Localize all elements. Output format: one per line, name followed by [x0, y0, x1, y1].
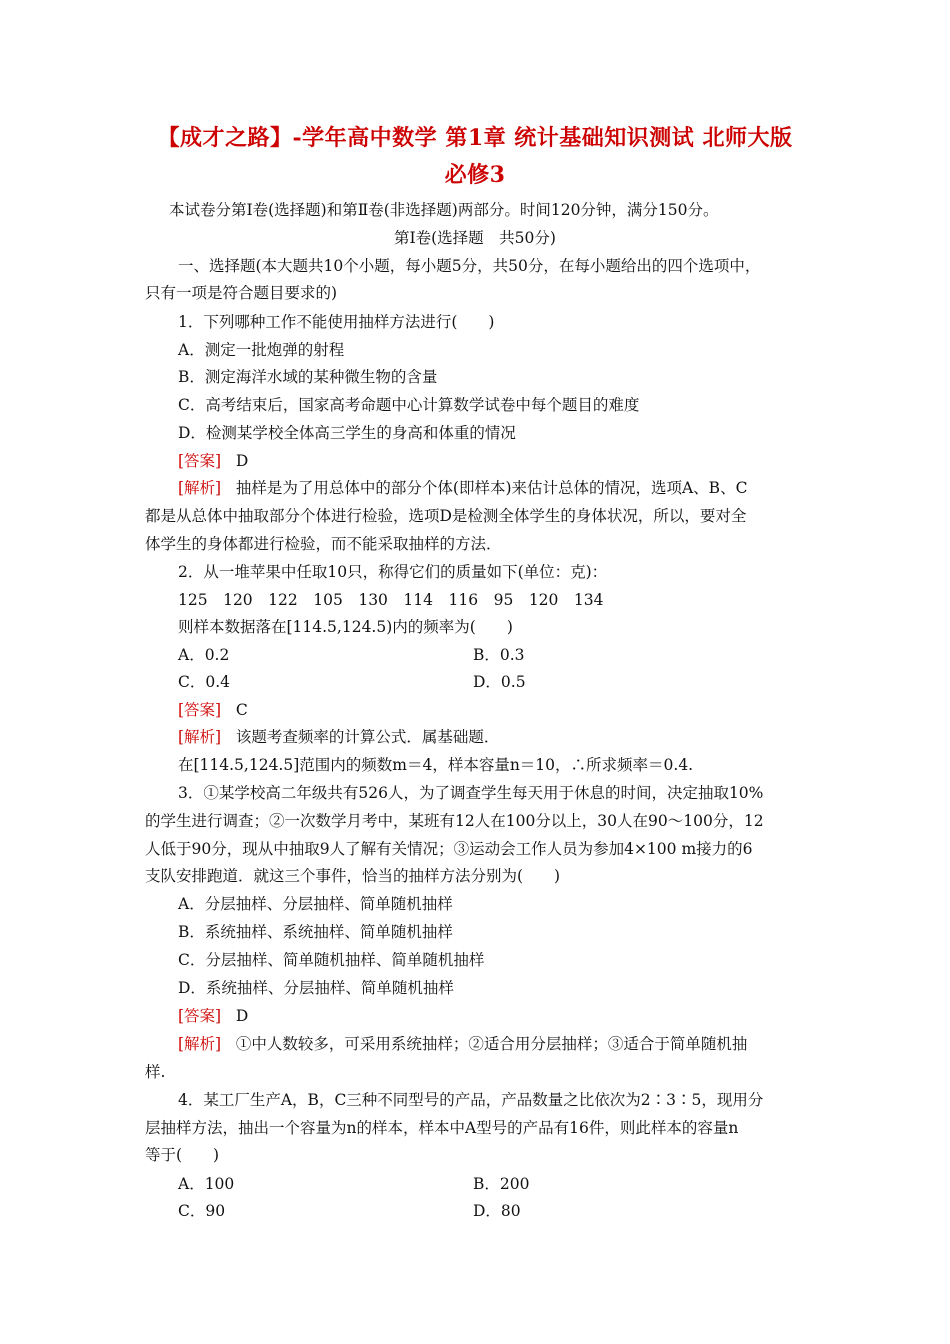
answer-value: C: [235, 701, 248, 719]
q2-answer: [178, 700, 248, 720]
q3-stem-line2: 的学生进行调查；②一次数学月考中，某班有12人在100分以上，30人在90～100分，12: [145, 812, 764, 830]
document-title-line1: 【成才之路】-学年高中数学 第1章 统计基础知识测试 北师大版: [157, 125, 793, 151]
q4-stem-line1: 4．某工厂生产A，B，C三种不同型号的产品，产品数量之比依次为2∶3∶5，现用分: [178, 1091, 764, 1109]
q2-data: 125 120 122 105 130 114 116 95 120 134: [178, 591, 604, 609]
answer-label: [答案]: [178, 1007, 222, 1025]
q3-stem-line1: 3．①某学校高二年级共有526人，为了调查学生每天用于休息的时间，决定抽取10%: [178, 784, 764, 802]
section-heading: 第Ⅰ卷(选择题 共50分): [394, 229, 556, 247]
answer-label: [答案]: [178, 452, 222, 470]
q4-stem-line3: 等于( ): [145, 1146, 220, 1164]
analysis-label: [解析]: [178, 1035, 222, 1053]
answer-value: D: [235, 1007, 249, 1025]
q3-answer: [178, 1006, 248, 1026]
q1-analysis-line2: 都是从总体中抽取部分个体进行检验，选项D是检测全体学生的身体状况，所以，要对全: [145, 507, 747, 525]
instructions-line2: 只有一项是符合题目要求的): [145, 284, 338, 302]
q4-option-c: C．90: [178, 1202, 226, 1220]
q3-option-d: D．系统抽样、分层抽样、简单随机抽样: [178, 979, 454, 997]
q1-stem: 1．下列哪种工作不能使用抽样方法进行( ): [178, 313, 495, 331]
q3-option-b: B．系统抽样、系统抽样、简单随机抽样: [178, 923, 453, 941]
q4-stem-line2: 层抽样方法，抽出一个容量为n的样本，样本中A型号的产品有16件，则此样本的容量n: [145, 1119, 739, 1137]
q2-option-c: C．0.4: [178, 673, 231, 691]
analysis-label: [解析]: [178, 479, 222, 497]
q3-stem-line3: 人低于90分，现从中抽取9人了解有关情况；③运动会工作人员为参加4×100 m接力的6: [145, 840, 753, 858]
q2-analysis-line2: 在[114.5,124.5]范围内的频数m＝4，样本容量n＝10，∴所求频率＝0.4.: [178, 756, 694, 774]
q1-option-a: A．测定一批炮弹的射程: [178, 341, 345, 359]
q1-analysis-line1: [178, 478, 747, 498]
q2-option-a: A．0.2: [178, 646, 230, 664]
answer-value: D: [235, 452, 249, 470]
instructions-line1: 一、选择题(本大题共10个小题，每小题5分，共50分，在每小题给出的四个选项中，: [178, 257, 761, 275]
q1-option-c: C．高考结束后，国家高考命题中心计算数学试卷中每个题目的难度: [178, 396, 640, 414]
q3-option-c: C．分层抽样、简单随机抽样、简单随机抽样: [178, 951, 485, 969]
q2-option-d: D．0.5: [473, 673, 526, 691]
document-title-line2: 必修3: [444, 162, 506, 188]
q1-option-b: B．测定海洋水域的某种微生物的含量: [178, 368, 438, 386]
q1-analysis-line3: 体学生的身体都进行检验，而不能采取抽样的方法．: [145, 535, 502, 553]
q3-stem-line4: 支队安排跑道．就这三个事件，恰当的抽样方法分别为( ): [145, 867, 561, 885]
intro-text: 本试卷分第Ⅰ卷(选择题)和第Ⅱ卷(非选择题)两部分。时间120分钟，满分150分。: [169, 201, 719, 219]
q2-stem2: 则样本数据落在[114.5,124.5)内的频率为( ): [178, 618, 513, 636]
q4-option-a: A．100: [178, 1175, 235, 1193]
answer-label: [答案]: [178, 701, 222, 719]
q4-option-d: D．80: [473, 1202, 521, 1220]
q1-option-d: D．检测某学校全体高三学生的身高和体重的情况: [178, 424, 516, 442]
q2-stem: 2．从一堆苹果中任取10只，称得它们的质量如下(单位：克)：: [178, 563, 608, 581]
q3-analysis-line2: 样.: [145, 1063, 166, 1081]
q3-analysis-line1: [178, 1034, 747, 1054]
analysis-label: [解析]: [178, 728, 222, 746]
q4-option-b: B．200: [473, 1175, 530, 1193]
q2-analysis-line1: [178, 727, 499, 747]
q2-option-b: B．0.3: [473, 646, 525, 664]
analysis-text: 该题考查频率的计算公式．属基础题．: [235, 728, 500, 746]
analysis-text: ①中人数较多，可采用系统抽样；②适合用分层抽样；③适合于简单随机抽: [235, 1035, 748, 1053]
q1-answer: [178, 451, 248, 471]
q3-option-a: A．分层抽样、分层抽样、简单随机抽样: [178, 895, 453, 913]
analysis-text: 抽样是为了用总体中的部分个体(即样本)来估计总体的情况，选项A、B、C: [235, 479, 748, 497]
